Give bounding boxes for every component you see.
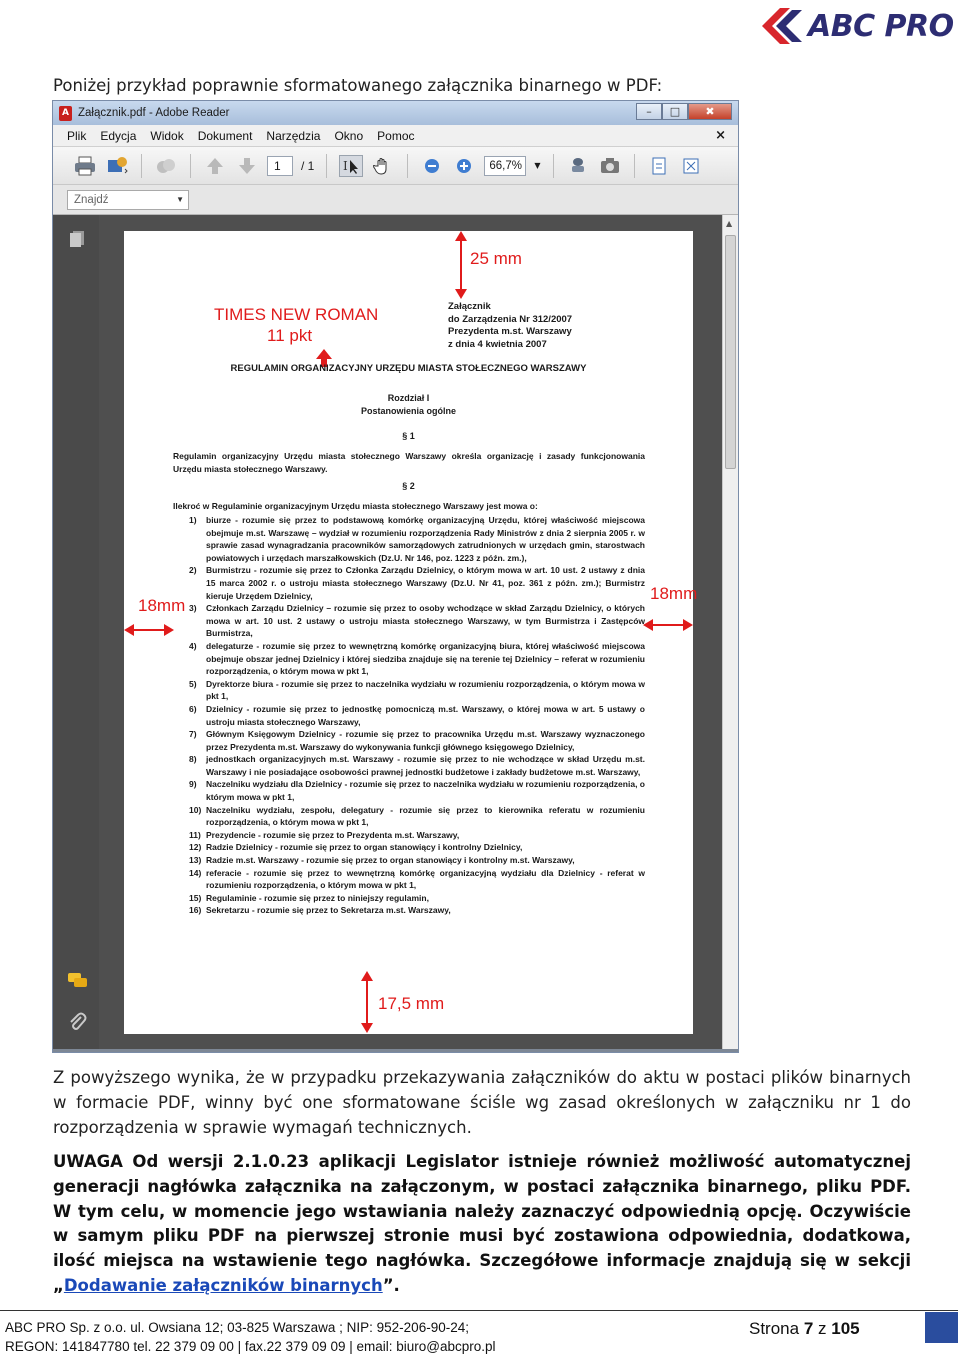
svg-text:I: I	[343, 158, 349, 173]
page-number: 7	[803, 1319, 814, 1338]
chapter-number: Rozdział I	[387, 393, 430, 403]
paragraph-2: Ilekroć w Regulaminie organizacyjnym Urzędu miasta stołecznego Warszawy jest mowa o:	[173, 501, 538, 511]
list-item	[173, 867, 645, 892]
page-of: z	[818, 1319, 827, 1338]
list-item	[173, 804, 645, 829]
list-item-number: 7)	[189, 729, 197, 740]
zoom-in-icon[interactable]	[452, 155, 476, 177]
up-arrow-icon[interactable]	[203, 155, 227, 177]
list-item-text: Dyrektorze biura - rozumie się przez to naczelnika wydziału w rozumieniu rozporządzenia, o którym mowa w pkt 1,	[206, 678, 645, 702]
close-button[interactable]: ✖	[688, 103, 732, 120]
maximize-button[interactable]: □	[662, 103, 688, 120]
header-line-2: do Zarządzenia Nr 312/2007	[448, 313, 573, 325]
list-item-number: 6)	[189, 703, 197, 714]
top-margin-arrow	[454, 231, 468, 301]
footer-address: ABC PRO Sp. z o.o. ul. Owsiana 12; 03-825 Warszawa ; NIP: 952-206-90-24;	[5, 1320, 469, 1335]
footer-divider	[0, 1310, 958, 1311]
select-cursor-icon[interactable]	[339, 155, 363, 177]
section-2: § 2	[402, 481, 415, 491]
window-title: Załącznik.pdf - Adobe Reader	[78, 107, 230, 119]
list-item-number: 2)	[189, 565, 197, 576]
fullscreen-icon[interactable]	[679, 155, 703, 177]
list-item	[173, 564, 645, 602]
paragraph-1: Regulamin organizacyjny Urzędu miasta stołecznego Warszawy określa organizację i zasady funkcjonowania Urzędu miasta stołecznego Warszawy.	[173, 451, 645, 474]
stamp-icon[interactable]	[566, 155, 590, 177]
find-toolbar	[53, 185, 738, 215]
list-item-number: 9)	[189, 779, 197, 790]
footer-contact: REGON: 141847780 tel. 22 379 09 00 | fax.22 379 09 09 | email: biuro@abcpro.pl	[5, 1339, 496, 1354]
warning-text: UWAGA Od wersji 2.1.0.23 aplikacji Legislator istnieje również możliwość automatycznej generacji nagłówka załącznika na załączonym, w postaci załącznika binarnego, pliku PDF. W tym celu, w momencie jego wstawiania należy zaznaczyć odpowiednią opcję. Oczywiście w samym pliku PDF na pierwszej stronie musi być zostawiona odpowiednia, dodatkowa, ilość miejsca na wstawienie tego nagłówka. Szczegółowe informacje znajdują się w sekcji	[53, 1152, 911, 1271]
menubar	[53, 125, 738, 147]
print-icon[interactable]	[73, 155, 97, 177]
list-item-text: jednostkach organizacyjnych m.st. Warszawy - rozumie się przez to nie wchodzące w skład Urzędu m.st. Warszawy i nie posiadające osobowości prawnej jednostki budżetowe i zakłady budżetowe m.st. Warszawy,	[206, 754, 645, 777]
list-item	[173, 892, 645, 905]
font-name-label: TIMES NEW ROMAN	[214, 305, 379, 324]
document-title: REGULAMIN ORGANIZACYJNY URZĘDU MIASTA STOŁECZNEGO WARSZAWY	[230, 363, 587, 374]
page-counter	[749, 1319, 860, 1339]
menu-pomoc[interactable]: Pomoc	[377, 128, 415, 143]
bottom-margin-label: 17,5 mm	[378, 994, 445, 1013]
page-number-input[interactable]: 1	[267, 156, 293, 176]
definitions-list	[173, 514, 645, 917]
list-item-text: Dzielnicy - rozumie się przez to jednostkę pomocniczą m.st. Warszawy, o której mowa w art. 5 ustawy o ustroju miasta stołecznego Warszawy,	[206, 703, 645, 727]
window-titlebar	[53, 101, 738, 125]
find-dropdown-icon[interactable]: ▼	[176, 195, 184, 204]
list-item-text: Naczelniku wydziału dla Dzielnicy - rozumie się przez to naczelnika wydziału w rozumieniu rozporządzenia, o którym mowa w pkt 1,	[206, 779, 645, 803]
section-link[interactable]: Dodawanie załączników binarnych	[63, 1275, 383, 1295]
adobe-reader-screenshot	[52, 100, 739, 1053]
list-item	[173, 904, 645, 917]
header-line-3: Prezydenta m.st. Warszawy	[448, 326, 572, 337]
list-item-number: 13)	[189, 855, 202, 866]
toolbar	[53, 147, 738, 185]
hand-icon[interactable]	[371, 155, 395, 177]
pdf-page	[124, 231, 698, 1034]
chapter-title: Postanowienia ogólne	[360, 406, 456, 416]
vertical-scrollbar[interactable]	[722, 215, 738, 1051]
camera-icon[interactable]	[598, 155, 622, 177]
list-item	[173, 602, 645, 640]
logo-text: ABC PRO	[808, 8, 954, 44]
list-item	[173, 703, 645, 728]
comments-icon[interactable]	[67, 971, 87, 991]
list-item	[173, 678, 645, 703]
section-1: § 1	[402, 431, 415, 441]
page-word: Strona	[749, 1319, 800, 1338]
menu-dokument[interactable]: Dokument	[197, 128, 253, 143]
list-item-number: 10)	[189, 804, 202, 815]
menu-edycja[interactable]: Edycja	[100, 128, 137, 143]
list-item-text: Regulaminie - rozumie się przez to niniejszy regulamin,	[206, 892, 429, 903]
zoom-out-icon[interactable]	[420, 155, 444, 177]
list-item-number: 4)	[189, 640, 197, 651]
fit-page-icon[interactable]	[647, 155, 671, 177]
list-item-number: 5)	[189, 678, 197, 689]
left-margin-arrow	[124, 623, 174, 637]
warning-paragraph	[53, 1150, 911, 1299]
document-close-button[interactable]: ×	[715, 128, 726, 143]
list-item-number: 8)	[189, 754, 197, 765]
pdf-app-icon: A	[59, 106, 72, 121]
find-placeholder: Znajdź	[74, 194, 109, 206]
list-item-text: Naczelniku wydziału, zespołu, delegatury - rozumie się przez to kierownika referatu w rozumieniu rozporządzenia, o którym mowa w pkt 1,	[206, 804, 645, 828]
right-margin-arrow	[643, 618, 693, 632]
list-item	[173, 753, 645, 778]
list-item	[173, 829, 645, 842]
list-item-text: Członkach Zarządu Dzielnicy – rozumie się przez to osoby wchodzące w skład Zarządu Dzielnicy, o których mowa w art. 10 ust. 2 ustawy o ustroju miasta stołecznego Warszawy, w tym Burmistrza i Zastępców Burmistrza,	[206, 603, 645, 639]
list-item-text: biurze - rozumie się przez to podstawową komórkę organizacyjną Urzędu, której właściwość miejscowa obejmuje m.st. Warszawę – wydział w rozumieniu rozporządzenia Rady Ministrów z dnia 2 sierpnia 2005 r. w sprawie zasad wynagradzania pracowników samorządowych zatrudnionych w urzędach gmin, starostwach powiatowych i urzędach marszałkowskich (Dz.U. Nr 146, poz. 1223 z późn. zm.),	[206, 515, 645, 563]
footer-accent-square	[925, 1312, 958, 1343]
abc-pro-logo-mark-icon	[760, 5, 806, 47]
menu-okno[interactable]: Okno	[334, 128, 364, 143]
quote-close: ”.	[382, 1275, 400, 1295]
list-item-text: delegaturze - rozumie się przez to wewnętrzną komórkę organizacyjną biura, której właściwość miejscowa obejmuje obszar jednej Dzielnicy i której siedziba znajduje się na terenie tej Dzielnicy – referat w rozumieniu rozporządzenia, o którym mowa w pkt 1,	[206, 640, 645, 677]
list-item-number: 15)	[189, 892, 202, 903]
pages-icon[interactable]	[67, 229, 87, 249]
quote-open: „	[53, 1275, 64, 1295]
list-item-text: Burmistrzu - rozumie się przez to Członka Zarządu Dzielnicy, o którym mowa w art. 10 ust. 2 ustawy z dnia 15 marca 2002 r. o ustroju miasta stołecznego Warszawy (Dz.U. Nr 41, poz. 361 z późn. zm.); Burmistrz kieruje Urzędem Dzielnicy,	[206, 565, 645, 601]
list-item	[173, 514, 645, 564]
list-item-number: 1)	[189, 515, 197, 525]
header-line-1: Załącznik	[448, 301, 491, 312]
list-item-number: 3)	[189, 603, 197, 614]
menu-narzedzia[interactable]: Narzędzia	[266, 128, 321, 143]
list-item-text: Głównym Księgowym Dzielnicy - rozumie się przez to pracownika Urzędu m.st. Warszawy wyznaczonego przez Prezydenta m.st. Warszawy do wykonywania funkcji głównego księgowego Dzielnicy,	[206, 729, 645, 752]
attachment-icon[interactable]	[67, 1011, 87, 1031]
menu-plik[interactable]: Plik	[67, 128, 87, 143]
right-margin-label: 18mm	[650, 584, 698, 603]
find-input[interactable]	[67, 190, 189, 210]
list-item	[173, 778, 645, 803]
list-item-text: Radzie m.st. Warszawy - rozumie się przez to organ stanowiący i kontrolny m.st. Warszawy,	[206, 855, 575, 866]
list-item-number: 14)	[189, 867, 202, 878]
scrollbar-thumb[interactable]	[725, 235, 736, 469]
page-total: / 1	[301, 158, 315, 173]
list-item-text: referacie - rozumie się przez to wewnętrzną komórkę organizacyjną wydziału dla Dzielnicy - referat w rozumieniu rozporządzenia, o którym mowa w pkt 1,	[206, 867, 645, 891]
list-item	[173, 854, 645, 867]
navigation-panel	[53, 215, 99, 1051]
zoom-level-input[interactable]: 66,7%	[484, 156, 526, 176]
down-arrow-icon[interactable]	[235, 155, 259, 177]
cloud-icon[interactable]	[154, 155, 178, 177]
horizontal-scroll-strip	[53, 1049, 738, 1053]
list-item-text: Prezydencie - rozumie się przez to Prezydenta m.st. Warszawy,	[206, 829, 460, 840]
share-icon[interactable]	[105, 155, 129, 177]
list-item-number: 11)	[189, 829, 201, 840]
scroll-up-icon[interactable]: ▲	[726, 219, 733, 228]
minimize-button[interactable]: –	[636, 103, 662, 120]
abc-pro-logo	[760, 4, 956, 48]
list-item-text: Radzie Dzielnicy - rozumie się przez to organ stanowiący i kontrolny Dzielnicy,	[206, 842, 523, 853]
zoom-dropdown-chevron-icon[interactable]: ▼	[534, 161, 541, 170]
top-margin-label: 25 mm	[470, 249, 522, 268]
page-total-count: 105	[831, 1319, 860, 1338]
list-item-number: 12)	[189, 842, 202, 853]
list-item	[173, 728, 645, 753]
font-size-label: 11 pkt	[267, 326, 313, 345]
menu-widok[interactable]: Widok	[150, 128, 184, 143]
header-line-4: z dnia 4 kwietnia 2007	[448, 338, 547, 350]
list-item-number: 16)	[189, 905, 202, 916]
list-item-text: Sekretarzu - rozumie się przez to Sekretarza m.st. Warszawy,	[206, 905, 451, 916]
explanation-paragraph: Z powyższego wynika, że w przypadku przekazywania załączników do aktu w postaci plików binarnych w formacie PDF, winny być one sformatowane ściśle wg zasad określonych w załączniku nr 1 do rozporządzenia w sprawie wymagań technicznych.	[53, 1068, 911, 1137]
left-margin-label: 18mm	[138, 596, 186, 615]
list-item	[173, 841, 645, 854]
intro-text: Poniżej przykład poprawnie sformatowanego załącznika binarnego w PDF:	[53, 76, 663, 95]
attachment-header	[448, 301, 572, 351]
bottom-margin-arrow	[360, 971, 374, 1033]
list-item	[173, 640, 645, 678]
